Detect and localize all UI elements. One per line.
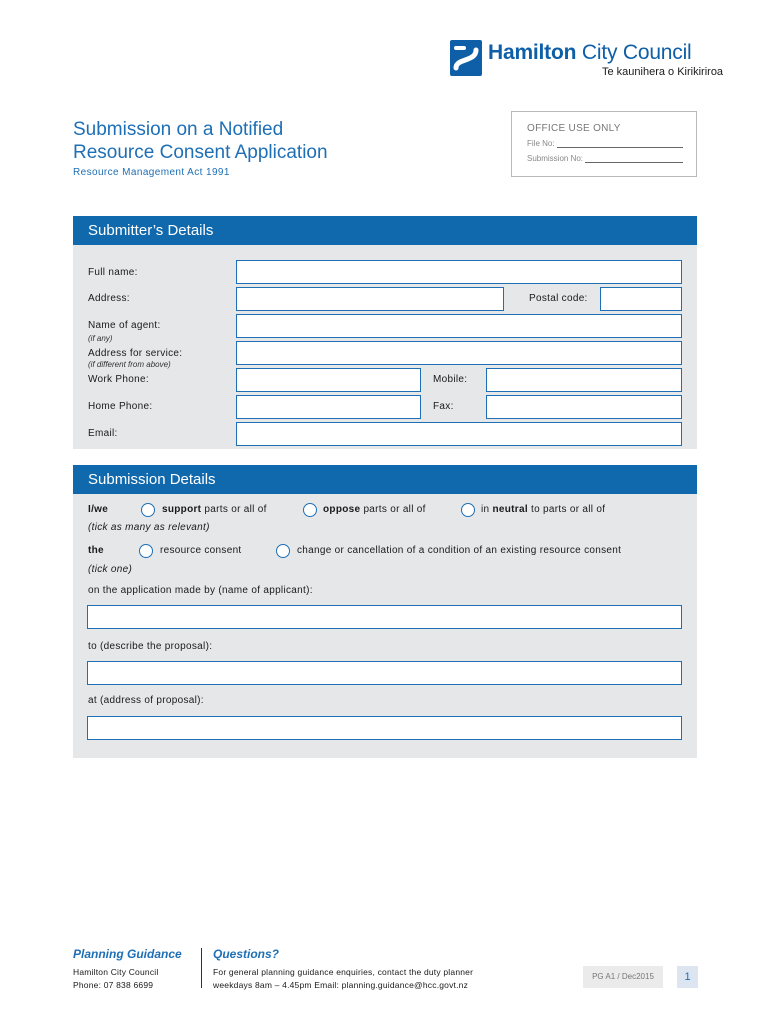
service-address-label: Address for service: <box>88 348 183 359</box>
mobile-field[interactable] <box>486 368 682 392</box>
logo-name: Hamilton City Council <box>488 41 692 64</box>
council-logo <box>450 40 730 80</box>
questions-line-1: For general planning guidance enquiries, contact the duty planner <box>213 967 474 977</box>
postal-code-label: Postal code: <box>529 293 588 304</box>
submitter-details-heading: Submitter’s Details <box>73 216 697 245</box>
page-number: 1 <box>677 966 698 988</box>
page-title <box>73 118 328 164</box>
email-field[interactable] <box>236 422 682 446</box>
proposal-address-label: at (address of proposal): <box>88 695 204 706</box>
office-use-title: OFFICE USE ONLY <box>527 123 621 134</box>
file-no-row <box>527 139 683 148</box>
oppose-label: oppose parts or all of <box>323 504 426 515</box>
full-name-label: Full name: <box>88 267 138 278</box>
neutral-radio[interactable] <box>461 503 475 517</box>
address-field[interactable] <box>236 287 504 311</box>
postal-code-field[interactable] <box>600 287 682 311</box>
resource-consent-radio[interactable] <box>139 544 153 558</box>
work-phone-label: Work Phone: <box>88 374 149 385</box>
tick-many-note: (tick as many as relevant) <box>88 522 210 533</box>
fax-field[interactable] <box>486 395 682 419</box>
the-label: the <box>88 545 104 556</box>
submission-no-row <box>527 154 683 163</box>
neutral-label: in neutral to parts or all of <box>481 504 606 515</box>
service-address-field[interactable] <box>236 341 682 365</box>
address-label: Address: <box>88 293 130 304</box>
footer-org: Hamilton City Council <box>73 967 159 977</box>
service-address-note: (if different from above) <box>88 360 171 369</box>
home-phone-label: Home Phone: <box>88 401 153 412</box>
agent-note: (if any) <box>88 334 113 343</box>
planning-guidance-heading: Planning Guidance <box>73 947 182 961</box>
logo-subtitle: Te kaunihera o Kirikiriroa <box>602 66 724 78</box>
proposal-label: to (describe the proposal): <box>88 641 213 652</box>
proposal-address-field[interactable] <box>87 716 682 740</box>
questions-line-2: weekdays 8am – 4.45pm Email: planning.guidance@hcc.govt.nz <box>213 980 469 990</box>
mobile-label: Mobile: <box>433 374 468 385</box>
work-phone-field[interactable] <box>236 368 421 392</box>
email-label: Email: <box>88 428 118 439</box>
submitter-details-section <box>73 216 697 449</box>
agent-label: Name of agent: <box>88 320 161 331</box>
change-condition-radio[interactable] <box>276 544 290 558</box>
submission-no-label: Submission No: <box>527 154 584 163</box>
support-radio[interactable] <box>141 503 155 517</box>
title-line-2: Resource Consent Application <box>73 142 328 163</box>
applicant-label: on the application made by (name of applicant): <box>88 585 313 596</box>
hamilton-logo-icon <box>450 40 482 76</box>
change-condition-label: change or cancellation of a condition of an existing resource consent <box>297 545 622 556</box>
footer-phone: Phone: 07 838 6699 <box>73 980 154 990</box>
applicant-field[interactable] <box>87 605 682 629</box>
iwe-label: I/we <box>88 504 109 515</box>
footer-divider <box>201 948 202 988</box>
office-use-box <box>511 111 697 177</box>
oppose-radio[interactable] <box>303 503 317 517</box>
home-phone-field[interactable] <box>236 395 421 419</box>
agent-field[interactable] <box>236 314 682 338</box>
title-line-1: Submission on a Notified <box>73 119 284 140</box>
tick-one-note: (tick one) <box>88 564 133 575</box>
support-label: support parts or all of <box>162 504 267 515</box>
file-no-label: File No: <box>527 139 555 148</box>
questions-heading: Questions? <box>213 947 280 961</box>
proposal-field[interactable] <box>87 661 682 685</box>
submission-details-section <box>73 465 697 758</box>
resource-consent-label: resource consent <box>160 545 242 556</box>
form-code: PG A1 / Dec2015 <box>583 966 663 988</box>
fax-label: Fax: <box>433 401 454 412</box>
submission-details-heading: Submission Details <box>73 465 697 494</box>
full-name-field[interactable] <box>236 260 682 284</box>
act-subtitle: Resource Management Act 1991 <box>73 167 230 178</box>
